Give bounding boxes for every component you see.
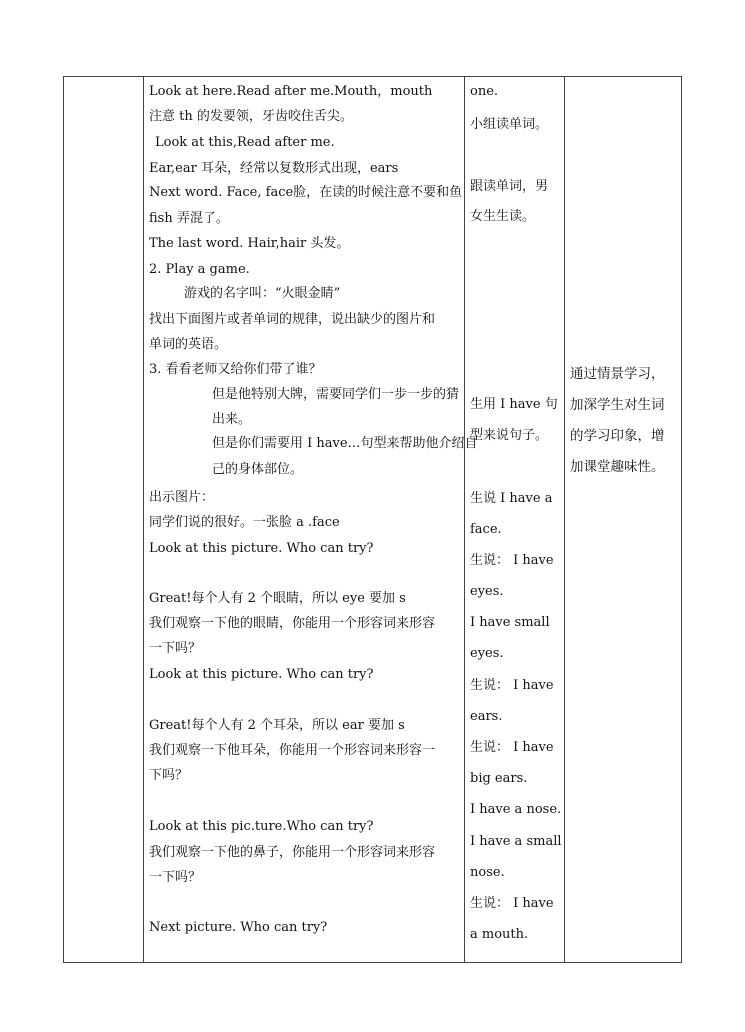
text-line: ears. — [470, 709, 503, 724]
column-divider — [564, 77, 565, 962]
text-line: Look at here.Read after me.Mouth，mouth — [149, 84, 433, 99]
column-divider — [464, 77, 465, 962]
text-line: 通过情景学习， — [570, 366, 665, 382]
text-line: 己的身体部位。 — [212, 462, 304, 477]
text-line: 下吗？ — [149, 768, 189, 783]
text-line: Ear,ear 耳朵，经常以复数形式出现，ears — [149, 161, 399, 176]
text-line: 我们观察一下他的鼻子，你能用一个形容词来形容 — [149, 845, 436, 860]
text-line: 2. Play a game. — [149, 262, 250, 277]
text-line: 小组读单词。 — [470, 117, 549, 132]
text-line: Next word. Face, face脸，在读的时候注意不要和鱼 — [149, 185, 463, 200]
text-line: 游戏的名字叫：“火眼金睛” — [184, 286, 341, 301]
text-line: 生说： I have — [470, 678, 554, 693]
text-line: 生说： I have — [470, 896, 554, 911]
text-line: Great!每个人有 2 个眼睛，所以 eye 要加 s — [149, 591, 406, 606]
text-line: 我们观察一下他耳朵，你能用一个形容词来形容一 — [149, 743, 436, 758]
text-line: I have small — [470, 615, 550, 630]
text-line: 我们观察一下他的眼睛，你能用一个形容词来形容 — [149, 616, 436, 631]
text-line: Look at this picture. Who can try? — [149, 667, 374, 682]
text-line: nose. — [470, 865, 505, 880]
text-line: 同学们说的很好。一张脸 a .face — [149, 515, 340, 530]
text-line: 3. 看看老师又给你们带了谁？ — [149, 362, 322, 377]
text-line: one. — [470, 84, 499, 99]
text-line: 但是他特别大牌，需要同学们一步一步的猜 — [212, 387, 460, 402]
text-line: 生用 I have 句 — [470, 397, 558, 412]
text-line: 加课堂趣味性。 — [570, 459, 665, 475]
text-line: Look at this,Read after me. — [155, 135, 335, 150]
text-line: 注意 th 的发要领，牙齿咬住舌尖。 — [149, 109, 353, 124]
text-line: 加深学生对生词 — [570, 397, 665, 413]
text-line: 的学习印象，增 — [570, 428, 665, 444]
column-divider — [143, 77, 144, 962]
text-line: 跟读单词，男 — [470, 179, 549, 194]
text-line: Look at this pic.ture.Who can try? — [149, 819, 374, 834]
text-line: The last word. Hair,hair 头发。 — [149, 236, 350, 251]
text-line: I have a small — [470, 834, 562, 849]
text-line: Look at this picture. Who can try? — [149, 541, 374, 556]
text-line: 女生生读。 — [470, 209, 536, 224]
text-line: I have a nose. — [470, 802, 562, 817]
text-line: eyes. — [470, 646, 504, 661]
text-line: 生说： I have — [470, 553, 554, 568]
text-line: eyes. — [470, 584, 504, 599]
text-line: 但是你们需要用 I have…句型来帮助他介绍自 — [212, 436, 478, 451]
text-line: big ears. — [470, 771, 528, 786]
text-line: 生说： I have — [470, 740, 554, 755]
text-line: 出来。 — [212, 412, 252, 427]
text-line: face. — [470, 522, 502, 537]
text-line: 单词的英语。 — [149, 337, 228, 352]
text-line: 找出下面图片或者单词的规律，说出缺少的图片和 — [149, 312, 436, 327]
text-line: Next picture. Who can try? — [149, 920, 328, 935]
text-line: 型来说句子。 — [470, 428, 549, 443]
lesson-plan-table — [63, 76, 682, 963]
text-line: 生说 I have a — [470, 491, 553, 506]
text-line: a mouth. — [470, 927, 529, 942]
text-line: fish 弄混了。 — [149, 211, 229, 226]
text-line: 一下吗？ — [149, 641, 202, 656]
text-line: 出示图片： — [149, 490, 215, 505]
text-line: Great!每个人有 2 个耳朵，所以 ear 要加 s — [149, 718, 405, 733]
text-line: 一下吗？ — [149, 870, 202, 885]
